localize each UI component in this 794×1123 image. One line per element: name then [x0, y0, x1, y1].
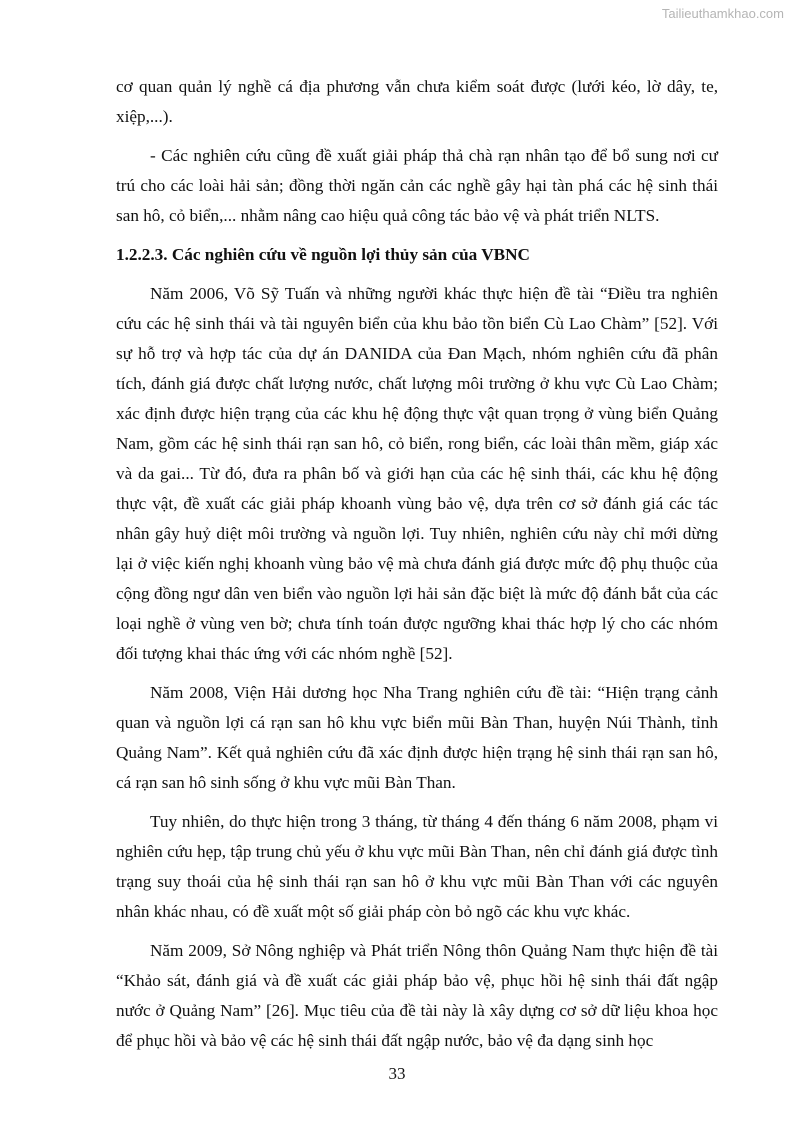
paragraph-continuation: cơ quan quản lý nghề cá địa phương vẫn chưa kiểm soát được (lưới kéo, lờ dây, te, xiệp,...).	[116, 77, 718, 126]
paragraph-2008-limitations: Tuy nhiên, do thực hiện trong 3 tháng, từ tháng 4 đến tháng 6 năm 2008, phạm vi nghiên cứu hẹp, tập trung chủ yếu ở khu vực mũi Bàn Than, nên chỉ đánh giá được tình trạng suy thoái của hệ sinh thái rạn san hô ở khu vực mũi Bàn Than với các nguyên nhân khác nhau, có đề xuất một số giải pháp còn bỏ ngõ các khu vực khác.	[116, 812, 718, 921]
paragraph-2006-study: Năm 2006, Võ Sỹ Tuấn và những người khác thực hiện đề tài “Điều tra nghiên cứu các hệ sinh thái và tài nguyên biển của khu bảo tồn biển Cù Lao Chàm” [52]. Với sự hỗ trợ và hợp tác của dự án DANIDA của Đan Mạch, nhóm nghiên cứu đã phân tích, đánh giá được chất lượng nước, chất lượng môi trường ở khu vực Cù Lao Chàm; xác định được hiện trạng của các khu hệ động thực vật quan trọng ở vùng biển Quảng Nam, gồm các hệ sinh thái rạn san hô, cỏ biển, rong biển, các loài thân mềm, giáp xác và da gai... Từ đó, đưa ra phân bố và giới hạn của các hệ sinh thái, các khu hệ động thực vật, đề xuất các giải pháp khoanh vùng bảo vệ, dựa trên cơ sở đánh giá các tác nhân gây huỷ diệt môi trường và nguồn lợi. Tuy nhiên, nghiên cứu này chỉ mới dừng lại ở việc kiến nghị khoanh vùng bảo vệ mà chưa đánh giá được mức độ phụ thuộc của cộng đồng ngư dân ven biển vào nguồn lợi hải sản đặc biệt là mức độ đánh bắt của các loại nghề ở vùng ven bờ; chưa tính toán được ngưỡng khai thác hợp lý cho các nhóm đối tượng khai thác ứng với các nhóm nghề [52].	[116, 284, 718, 663]
paragraph-proposal: - Các nghiên cứu cũng đề xuất giải pháp thả chà rạn nhân tạo để bổ sung nơi cư trú cho các loài hải sản; đồng thời ngăn cản các nghề gây hại tàn phá các hệ sinh thái san hô, cỏ biển,... nhằm nâng cao hiệu quả công tác bảo vệ và phát triển NLTS.	[116, 146, 718, 225]
section-heading: 1.2.2.3. Các nghiên cứu về nguồn lợi thủy sản của VBNC	[116, 245, 530, 264]
paragraph-2008-study: Năm 2008, Viện Hải dương học Nha Trang nghiên cứu đề tài: “Hiện trạng cảnh quan và nguồn lợi cá rạn san hô khu vực biển mũi Bàn Than, huyện Núi Thành, tỉnh Quảng Nam”. Kết quả nghiên cứu đã xác định được hiện trạng hệ sinh thái rạn san hô, cá rạn san hô sinh sống ở khu vực mũi Bàn Than.	[116, 683, 718, 792]
page-number: 33	[388, 1064, 406, 1083]
paragraph-2009-study: Năm 2009, Sở Nông nghiệp và Phát triển Nông thôn Quảng Nam thực hiện đề tài “Khảo sát, đánh giá và đề xuất các giải pháp bảo vệ, phục hồi hệ sinh thái đất ngập nước ở Quảng Nam” [26]. Mục tiêu của đề tài này là xây dựng cơ sở dữ liệu khoa học để phục hồi và bảo vệ các hệ sinh thái đất ngập nước, bảo vệ đa dạng sinh học	[116, 941, 718, 1050]
document-body	[116, 72, 718, 1065]
watermark: Tailieuthamkhao.com	[661, 6, 784, 21]
